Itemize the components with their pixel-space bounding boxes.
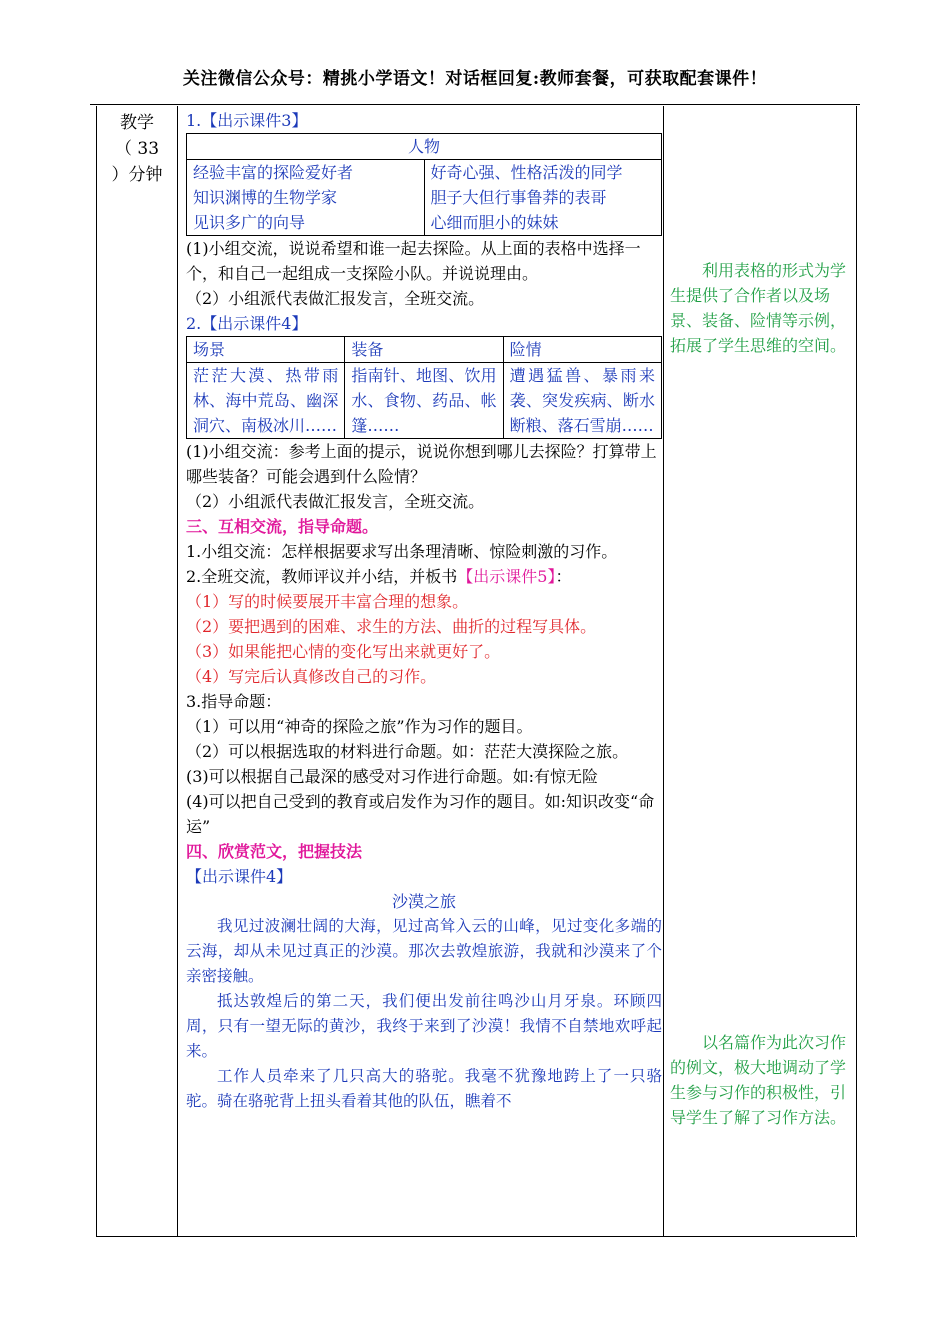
class-talk-colon: ： [555, 567, 572, 586]
tip-item: （4）写完后认真修改自己的习作。 [186, 667, 437, 686]
left-label-1: 教学 [120, 113, 154, 133]
people-item: 心细而胆小的妹妹 [430, 213, 559, 232]
section3-group-talk: 1.小组交流：怎样根据要求写出条理清晰、惊险刺激的习作。 [186, 542, 618, 561]
people-item: 经验丰富的探险爱好者 [193, 163, 354, 182]
people-item: 好奇心强、性格活泼的同学 [430, 163, 623, 182]
section2-report: （2）小组派代表做汇报发言，全班交流。 [186, 492, 485, 511]
section4-title: 四、欣赏范文，把握技法 [186, 842, 363, 861]
note-model-essay: 以名篇作为此次习作的例文，极大地调动了学生参与习作的积极性，引导学生了解了习作方法。 [670, 1033, 847, 1127]
section1-discussion: (1)小组交流，说说希望和谁一起去探险。从上面的表格中选择一个，和自己一起组成一支探险小队。并说说理由。 [186, 239, 641, 283]
section3-class-talk [186, 564, 662, 589]
class-talk-text: 2.全班交流，教师评议并小结，并板书 [186, 567, 458, 586]
essay-paragraph: 我见过波澜壮阔的大海，见过高耸入云的山峰，见过变化多端的云海，却从未见过真正的沙漠。那次去敦煌旅游，我就和沙漠来了个亲密接触。 [186, 917, 662, 985]
people-left-cell [187, 160, 425, 236]
naming-item: (3)可以根据自己最深的感受对习作进行命题。如:有惊无险 [186, 767, 599, 786]
people-table-head: 人物 [187, 134, 662, 160]
note-table-usage: 利用表格的形式为学生提供了合作者以及场景、装备、险情等示例，拓展了学生思维的空间。 [670, 261, 847, 355]
naming-item: （1）可以用“神奇的探险之旅”作为习作的题目。 [186, 717, 533, 736]
people-item: 胆子大但行事鲁莽的表哥 [430, 188, 607, 207]
equipment-cell: 指南针、地图、饮用水、食物、药品、帐篷…… [345, 363, 503, 439]
section2-title: 2.【出示课件4】 [186, 314, 308, 333]
scene-header: 场景 [187, 337, 345, 363]
danger-header: 险情 [503, 337, 661, 363]
naming-item: (4)可以把自己受到的教育或启发作为习作的题目。如:知识改变“命运” [186, 792, 655, 836]
bottom-rule [96, 1236, 855, 1237]
page-header: 关注微信公众号：精挑小学语文！对话框回复:教师套餐，可获取配套课件！ [182, 69, 768, 89]
equipment-header: 装备 [345, 337, 503, 363]
left-label-2: （ 33 [114, 139, 160, 159]
section3-naming: 3.指导命题： [186, 692, 282, 711]
tip-item: （1）写的时候要展开丰富合理的想象。 [186, 592, 469, 611]
people-right-cell [424, 160, 662, 236]
scene-table [186, 336, 662, 439]
people-table [186, 133, 662, 236]
main-content [186, 108, 662, 1114]
danger-cell: 遭遇猛兽、暴雨来袭、突发疾病、断水断粮、落石雪崩…… [503, 363, 661, 439]
section1-report: （2）小组派代表做汇报发言，全班交流。 [186, 289, 485, 308]
section3-title: 三、互相交流，指导命题。 [186, 517, 379, 536]
people-item: 知识渊博的生物学家 [193, 188, 338, 207]
class-talk-tag: 【出示课件5】 [457, 567, 556, 586]
essay-title: 沙漠之旅 [391, 892, 456, 911]
section4-tag: 【出示课件4】 [186, 867, 293, 886]
section2-discussion: (1)小组交流：参考上面的提示，说说你想到哪儿去探险？打算带上哪些装备？可能会遇到什么险情？ [186, 442, 657, 486]
people-item: 见识多广的向导 [193, 213, 306, 232]
header-rule [90, 104, 860, 105]
essay-paragraph: 抵达敦煌后的第二天，我们便出发前往鸣沙山月牙泉。环顾四周，只有一望无际的黄沙，我终于来到了沙漠！我情不自禁地欢呼起来。 [186, 992, 662, 1060]
left-column [96, 106, 178, 1237]
naming-item: （2）可以根据选取的材料进行命题。如：茫茫大漠探险之旅。 [186, 742, 629, 761]
tip-item: （2）要把遇到的困难、求生的方法、曲折的过程写具体。 [186, 617, 597, 636]
scene-cell: 茫茫大漠、热带雨林、海中荒岛、幽深洞穴、南极冰川…… [187, 363, 345, 439]
essay-paragraph: 工作人员牵来了几只高大的骆驼。我毫不犹豫地跨上了一只骆驼。骑在骆驼背上扭头看着其他的队伍，瞧着不 [186, 1067, 662, 1110]
left-label-3: ）分钟 [111, 165, 163, 185]
section1-title: 1.【出示课件3】 [186, 111, 308, 130]
tip-item: （3）如果能把心情的变化写出来就更好了。 [186, 642, 501, 661]
